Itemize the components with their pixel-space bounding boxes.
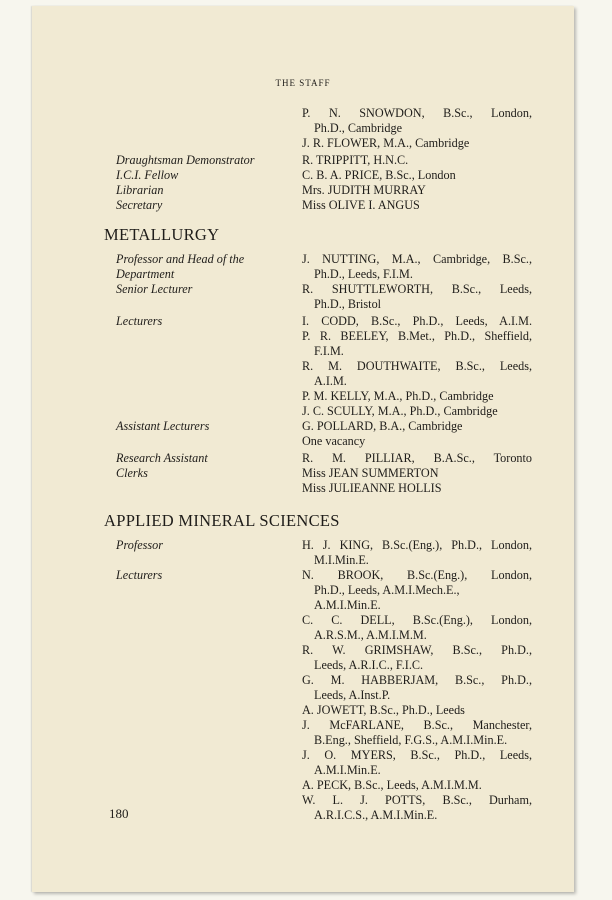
role-label: Lecturers bbox=[116, 568, 163, 582]
role-label: Draughtsman Demonstrator bbox=[116, 153, 255, 167]
staff-name: A. PECK, B.Sc., Leeds, A.M.I.M.M. bbox=[302, 778, 482, 792]
staff-name: R. SHUTTLEWORTH, B.Sc., Leeds, bbox=[302, 282, 532, 296]
staff-name-cont: Ph.D., Leeds, A.M.I.Mech.E., bbox=[314, 583, 460, 597]
staff-name: Miss JEAN SUMMERTON bbox=[302, 466, 439, 480]
staff-name: G. M. HABBERJAM, B.Sc., Ph.D., bbox=[302, 673, 532, 687]
staff-name: H. J. KING, B.Sc.(Eng.), Ph.D., London, bbox=[302, 538, 532, 552]
role-label: Research Assistant bbox=[116, 451, 208, 465]
staff-name: J. O. MYERS, B.Sc., Ph.D., Leeds, bbox=[302, 748, 532, 762]
staff-name-cont: Leeds, A.R.I.C., F.I.C. bbox=[314, 658, 424, 672]
staff-name: Miss OLIVE I. ANGUS bbox=[302, 198, 420, 212]
staff-name: C. B. A. PRICE, B.Sc., London bbox=[302, 168, 456, 182]
role-label: Librarian bbox=[116, 183, 164, 197]
staff-name: G. POLLARD, B.A., Cambridge bbox=[302, 419, 463, 433]
role-label: Clerks bbox=[116, 466, 148, 480]
role-label: I.C.I. Fellow bbox=[116, 168, 179, 182]
staff-name: R. TRIPPITT, H.N.C. bbox=[302, 153, 409, 167]
staff-name: J. NUTTING, M.A., Cambridge, B.Sc., bbox=[302, 252, 532, 266]
page-number: 180 bbox=[109, 806, 129, 821]
staff-name-cont: Ph.D., Bristol bbox=[314, 297, 382, 311]
staff-name-cont: A.R.S.M., A.M.I.M.M. bbox=[314, 628, 427, 642]
staff-name: I. CODD, B.Sc., Ph.D., Leeds, A.I.M. bbox=[302, 314, 532, 328]
staff-name: R. W. GRIMSHAW, B.Sc., Ph.D., bbox=[302, 643, 532, 657]
staff-name: W. L. J. POTTS, B.Sc., Durham, bbox=[302, 793, 532, 807]
staff-name-cont: Ph.D., Leeds, F.I.M. bbox=[314, 267, 413, 281]
staff-name: R. M. PILLIAR, B.A.Sc., Toronto bbox=[302, 451, 532, 465]
staff-name-cont: F.I.M. bbox=[314, 344, 344, 358]
staff-name: R. M. DOUTHWAITE, B.Sc., Leeds, bbox=[302, 359, 532, 373]
role-label: Assistant Lecturers bbox=[116, 419, 210, 433]
staff-name: J. R. FLOWER, M.A., Cambridge bbox=[302, 136, 470, 150]
staff-name: Miss JULIEANNE HOLLIS bbox=[302, 481, 442, 495]
staff-name-cont: B.Eng., Sheffield, F.G.S., A.M.I.Min.E. bbox=[314, 733, 508, 747]
section-heading: APPLIED MINERAL SCIENCES bbox=[104, 511, 340, 530]
role-label: Senior Lecturer bbox=[116, 282, 193, 296]
staff-name-cont: Ph.D., Cambridge bbox=[314, 121, 403, 135]
staff-name-cont: M.I.Min.E. bbox=[314, 553, 369, 567]
role-label: Professor bbox=[116, 538, 163, 552]
staff-name-cont: A.M.I.Min.E. bbox=[314, 763, 381, 777]
role-label: Lecturers bbox=[116, 314, 163, 328]
book-page bbox=[32, 6, 574, 892]
staff-name-cont: Leeds, A.Inst.P. bbox=[314, 688, 391, 702]
staff-name: N. BROOK, B.Sc.(Eng.), London, bbox=[302, 568, 532, 582]
staff-name-cont: A.R.I.C.S., A.M.I.Min.E. bbox=[314, 808, 438, 822]
section-heading: METALLURGY bbox=[104, 225, 220, 244]
staff-name: Mrs. JUDITH MURRAY bbox=[302, 183, 426, 197]
staff-name: One vacancy bbox=[302, 434, 366, 448]
role-label: Secretary bbox=[116, 198, 163, 212]
staff-name-cont: A.M.I.Min.E. bbox=[314, 598, 381, 612]
role-label: Department bbox=[116, 267, 175, 281]
staff-name: C. C. DELL, B.Sc.(Eng.), London, bbox=[302, 613, 532, 627]
staff-name: P. M. KELLY, M.A., Ph.D., Cambridge bbox=[302, 389, 494, 403]
staff-name: P. R. BEELEY, B.Met., Ph.D., Sheffield, bbox=[302, 329, 532, 343]
staff-name: J. McFARLANE, B.Sc., Manchester, bbox=[302, 718, 532, 732]
running-head: THE STAFF bbox=[275, 78, 331, 88]
staff-name: A. JOWETT, B.Sc., Ph.D., Leeds bbox=[302, 703, 465, 717]
staff-name-cont: A.I.M. bbox=[314, 374, 347, 388]
role-label: Professor and Head of the bbox=[116, 252, 245, 266]
staff-name: P. N. SNOWDON, B.Sc., London, bbox=[302, 106, 532, 120]
staff-name: J. C. SCULLY, M.A., Ph.D., Cambridge bbox=[302, 404, 498, 418]
